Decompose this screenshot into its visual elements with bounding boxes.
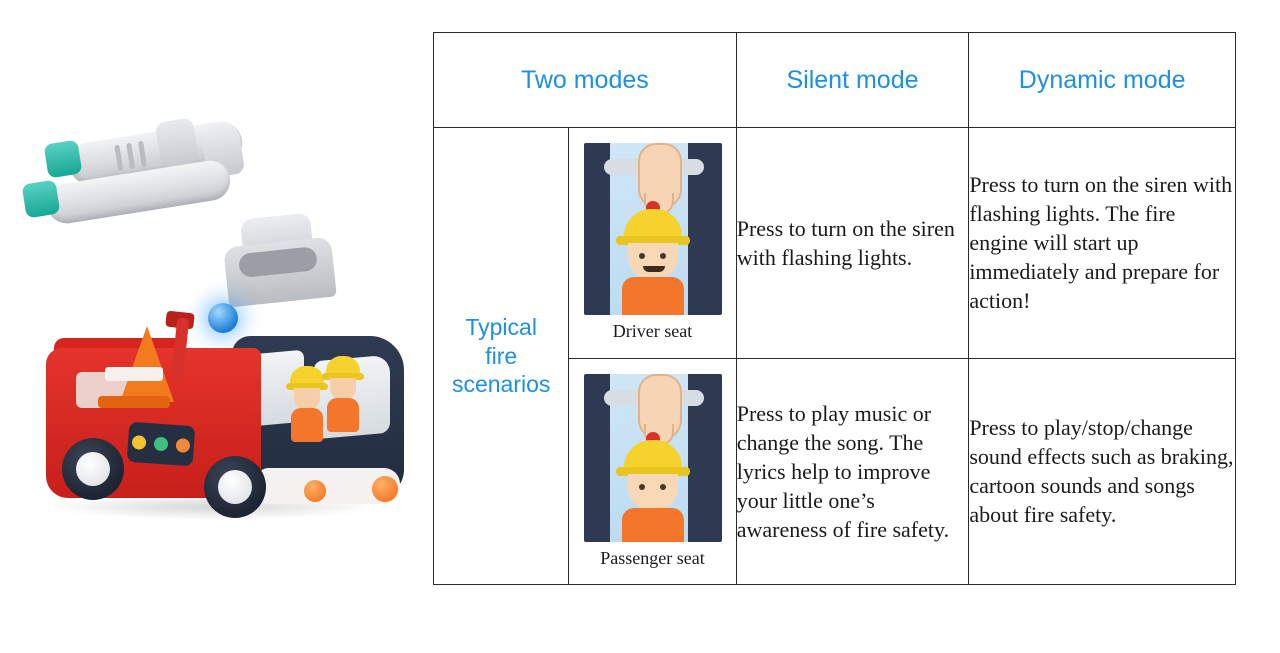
passenger-seat-photo-cell [569, 358, 736, 584]
figure-torso [622, 277, 684, 315]
figure-head [330, 378, 356, 400]
figure-torso [291, 408, 323, 442]
figure-face [628, 474, 678, 510]
driver-seat-caption: Driver seat [612, 321, 693, 342]
blue-beacon-light [208, 303, 238, 333]
driver-seat-photo-cell [569, 128, 736, 359]
truck-button-panel [127, 422, 196, 467]
driver-seat-silent-mode-text: Press to turn on the siren with flashing lights. [736, 128, 969, 359]
table-row [434, 128, 1236, 359]
panel-button-green [154, 437, 169, 452]
traffic-cone-band [105, 367, 163, 381]
row-label-line-1: Typical [465, 313, 537, 340]
figure-head [294, 388, 320, 410]
truck-headlight-small [304, 480, 326, 502]
truck-wheel-front [204, 456, 266, 518]
row-label-line-2: fire [485, 342, 518, 369]
header-dynamic-mode: Dynamic mode [969, 33, 1236, 128]
row-label-typical-fire-scenarios [434, 128, 569, 585]
table-header-row [434, 33, 1236, 128]
figure-torso [622, 508, 684, 542]
hopper [223, 237, 337, 308]
hopper-opening [238, 246, 318, 278]
panel-button-yellow [132, 435, 147, 450]
modes-table [433, 32, 1236, 585]
header-silent-mode: Silent mode [736, 33, 969, 128]
traffic-cone [120, 326, 174, 402]
header-two-modes: Two modes [434, 33, 737, 128]
figure-torso [327, 398, 359, 432]
cannon-nozzle-rear [44, 140, 83, 179]
figure-helmet [624, 440, 682, 470]
driver-seat-dynamic-mode-text: Press to turn on the siren with flashing lights. The fire engine will start up immediately and prepare for action! [969, 128, 1236, 359]
modes-table-wrapper [433, 32, 1236, 585]
cannon-cap-one [155, 117, 200, 168]
passenger-seat-dynamic-mode-text: Press to play/stop/change sound effects such as braking, cartoon sounds and songs about fire safety. [969, 358, 1236, 584]
figure-eye-left [639, 484, 645, 490]
figure-face [628, 243, 678, 279]
driver-seat-photo [584, 143, 722, 315]
passenger-seat-photo [584, 374, 722, 542]
traffic-cone-base [98, 396, 170, 408]
passenger-seat-silent-mode-text: Press to play music or change the song. The lyrics help to improve your little one’s awareness of fire safety. [736, 358, 969, 584]
figure-eye-left [639, 253, 645, 259]
passenger-seat-caption: Passenger seat [600, 547, 705, 568]
product-photo [8, 90, 408, 530]
truck-wheel-rear [62, 438, 124, 500]
figure-moustache [643, 266, 665, 272]
figure-helmet [624, 209, 682, 239]
figure-eye-right [660, 253, 666, 259]
panel-button-orange [175, 438, 190, 453]
truck-headlight [372, 476, 398, 502]
fire-engine-illustration [8, 90, 408, 530]
cannon-nozzle-front [22, 180, 61, 219]
row-label-line-3: scenarios [451, 371, 551, 398]
figure-eye-right [660, 484, 666, 490]
